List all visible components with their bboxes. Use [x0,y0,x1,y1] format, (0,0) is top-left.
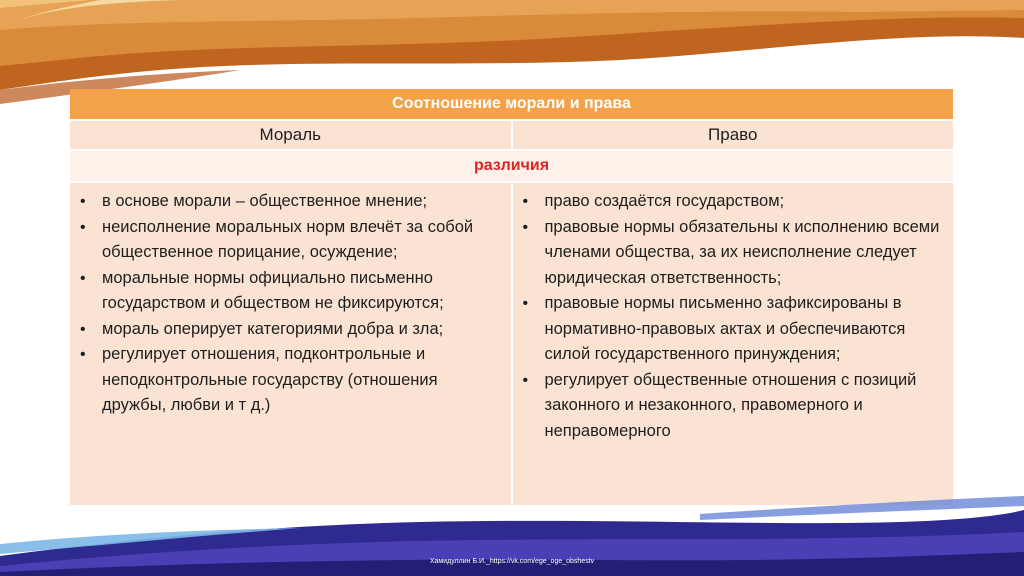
section-label-differences: различия [70,150,953,182]
law-list [519,189,948,444]
list-item: • право создаётся государством; [545,189,948,215]
comparison-table [70,89,953,505]
footer-credit: Хамидуллин Б.И._https://vk.com/ege_oge_obshestv [429,558,595,565]
list-item: • регулирует отношения, подконтрольные и неподконтрольные государству (отношения дружбы, любви и т д.) [102,342,505,419]
list-item: • моральные нормы официально письменно государством и обществом не фиксируются; [102,266,505,317]
column-header-law: Право [512,120,954,150]
morality-column-cell [70,182,512,505]
law-column-cell [512,182,954,505]
list-item: • мораль оперирует категориями добра и зла; [102,317,505,343]
list-item: • правовые нормы обязательны к исполнению всеми членами общества, за их неисполнение следует юридическая ответственность; [545,215,948,292]
list-item: • в основе морали – общественное мнение; [102,189,505,215]
column-header-morality: Мораль [70,120,512,150]
morality-list [76,189,505,419]
list-item: • неисполнение моральных норм влечёт за собой общественное порицание, осуждение; [102,215,505,266]
comparison-table-wrapper [70,89,953,505]
list-item: • регулирует общественные отношения с позиций законного и незаконного, правомерного и неправомерного [545,368,948,445]
list-item: • правовые нормы письменно зафиксированы в нормативно-правовых актах и обеспечиваются силой государственного принуждения; [545,291,948,368]
table-title: Соотношение морали и права [70,89,953,120]
